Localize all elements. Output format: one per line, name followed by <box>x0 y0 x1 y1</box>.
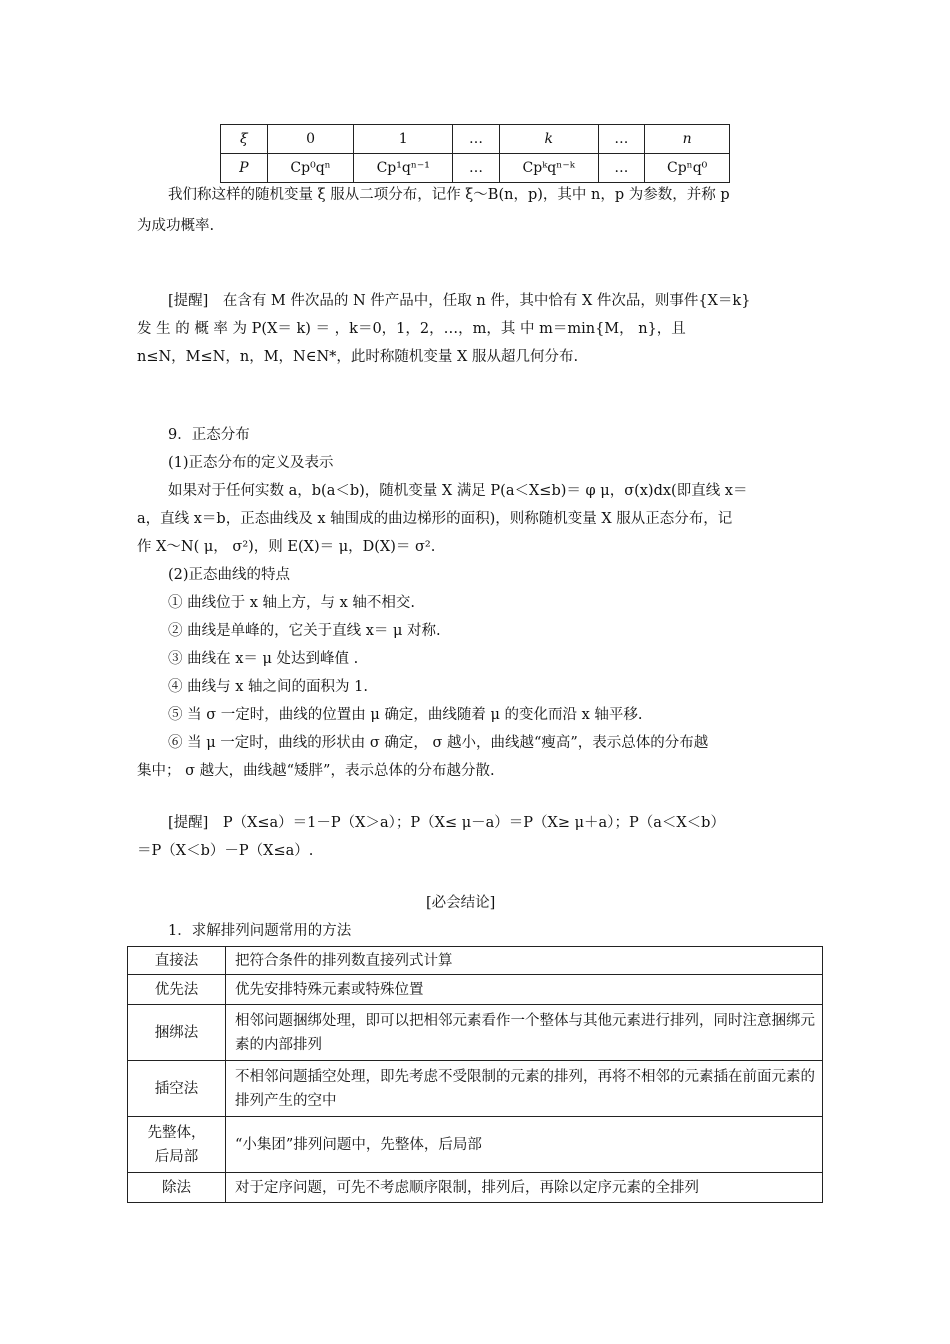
normal-definition-line-1: 如果对于任何实数 a，b(a＜b)，随机变量 X 满足 P(a＜X≤b)＝ φ μ，σ(x)dx(即直线 x＝ <box>168 483 748 499</box>
feature-item-4: ④ 曲线与 x 轴之间的面积为 1. <box>168 679 368 695</box>
table-cell: … <box>598 154 645 183</box>
table-cell: … <box>453 154 500 183</box>
method-name: 除法 <box>128 1173 226 1203</box>
table-cell: P <box>221 154 268 183</box>
feature-item-5: ⑤ 当 σ 一定时，曲线的位置由 μ 确定，曲线随着 μ 的变化而沿 x 轴平移. <box>168 707 643 723</box>
method-name: 直接法 <box>128 947 226 975</box>
subsection-title-definition: (1)正态分布的定义及表示 <box>168 455 334 471</box>
table-row <box>128 947 823 975</box>
method-name: 插空法 <box>128 1061 226 1117</box>
normal-remind-line-2: ＝P（X＜b）－P（X≤a）. <box>137 843 314 859</box>
feature-item-2: ② 曲线是单峰的，它关于直线 x＝ μ 对称. <box>168 623 441 639</box>
method-name: 优先法 <box>128 975 226 1005</box>
feature-item-1: ① 曲线位于 x 轴上方，与 x 轴不相交. <box>168 595 416 611</box>
conclusion-heading: [必会结论] <box>426 895 496 911</box>
table-row <box>128 1173 823 1203</box>
table-row <box>128 1005 823 1061</box>
table-cell: 0 <box>267 125 354 154</box>
table-cell: … <box>453 125 500 154</box>
method-description: 不相邻问题插空处理，即先考虑不受限制的元素的排列，再将不相邻的元素插在前面元素的排列产生的空中 <box>226 1061 823 1117</box>
table-cell: 1 <box>354 125 453 154</box>
methods-heading: 1．求解排列问题常用的方法 <box>168 923 352 939</box>
method-description: 优先安排特殊元素或特殊位置 <box>226 975 823 1005</box>
table-row <box>128 975 823 1005</box>
normal-remind-line-1: [提醒] P（X≤a）＝1－P（X＞a）；P（X≤ μ－a）＝P（X≥ μ＋a）；P（a＜X＜b） <box>168 815 725 831</box>
table-cell: Cpᵏqⁿ⁻ᵏ <box>499 154 598 183</box>
table-cell: Cpⁿq⁰ <box>645 154 730 183</box>
arrangement-methods-table <box>127 946 823 1203</box>
table-row <box>221 125 730 154</box>
table-cell: … <box>598 125 645 154</box>
method-description: 对于定序问题，可先不考虑顺序限制，排列后，再除以定序元素的全排列 <box>226 1173 823 1203</box>
hypergeometric-remind-line-1: [提醒] 在含有 M 件次品的 N 件产品中，任取 n 件，其中恰有 X 件次品，则事件{X＝k} <box>168 293 751 309</box>
method-name: 捆绑法 <box>128 1005 226 1061</box>
table-row <box>221 154 730 183</box>
method-name: 先整体，后局部 <box>128 1117 226 1173</box>
method-description: “小集团”排列问题中，先整体，后局部 <box>226 1117 823 1173</box>
binomial-distribution-table <box>220 124 730 183</box>
table-cell: ξ <box>221 125 268 154</box>
table-row <box>128 1061 823 1117</box>
feature-item-6-line-2: 集中； σ 越大，曲线越“矮胖”，表示总体的分布越分散. <box>137 763 495 779</box>
binomial-text-line-2: 为成功概率. <box>137 218 215 234</box>
table-row <box>128 1117 823 1173</box>
table-cell: Cp⁰qⁿ <box>267 154 354 183</box>
binomial-text-line-1: 我们称这样的随机变量 ξ 服从二项分布，记作 ξ～B(n，p)，其中 n，p 为参数，并称 p <box>168 187 730 203</box>
subsection-title-features: (2)正态曲线的特点 <box>168 567 291 583</box>
table-cell: n <box>645 125 730 154</box>
feature-item-3: ③ 曲线在 x＝ μ 处达到峰值 . <box>168 651 359 667</box>
feature-item-6-line-1: ⑥ 当 μ 一定时，曲线的形状由 σ 确定， σ 越小，曲线越“瘦高”，表示总体的分布越 <box>168 735 709 751</box>
table-cell: Cp¹qⁿ⁻¹ <box>354 154 453 183</box>
table-cell: k <box>499 125 598 154</box>
method-description: 把符合条件的排列数直接列式计算 <box>226 947 823 975</box>
hypergeometric-remind-line-2: 发 生 的 概 率 为 P(X＝ k) ＝ ，k＝0，1，2，…，m，其 中 m＝min{M， n}，且 <box>137 321 686 337</box>
hypergeometric-remind-line-3: n≤N，M≤N，n，M，N∈N*，此时称随机变量 X 服从超几何分布. <box>137 349 579 365</box>
normal-definition-line-2: a，直线 x＝b，正态曲线及 x 轴围成的曲边梯形的面积)，则称随机变量 X 服从正态分布，记 <box>137 511 733 527</box>
section-title-normal-distribution: 9．正态分布 <box>168 427 250 443</box>
normal-definition-line-3: 作 X～N( μ， σ²)，则 E(X)＝ μ，D(X)＝ σ². <box>137 539 436 555</box>
method-description: 相邻问题捆绑处理，即可以把相邻元素看作一个整体与其他元素进行排列，同时注意捆绑元素的内部排列 <box>226 1005 823 1061</box>
